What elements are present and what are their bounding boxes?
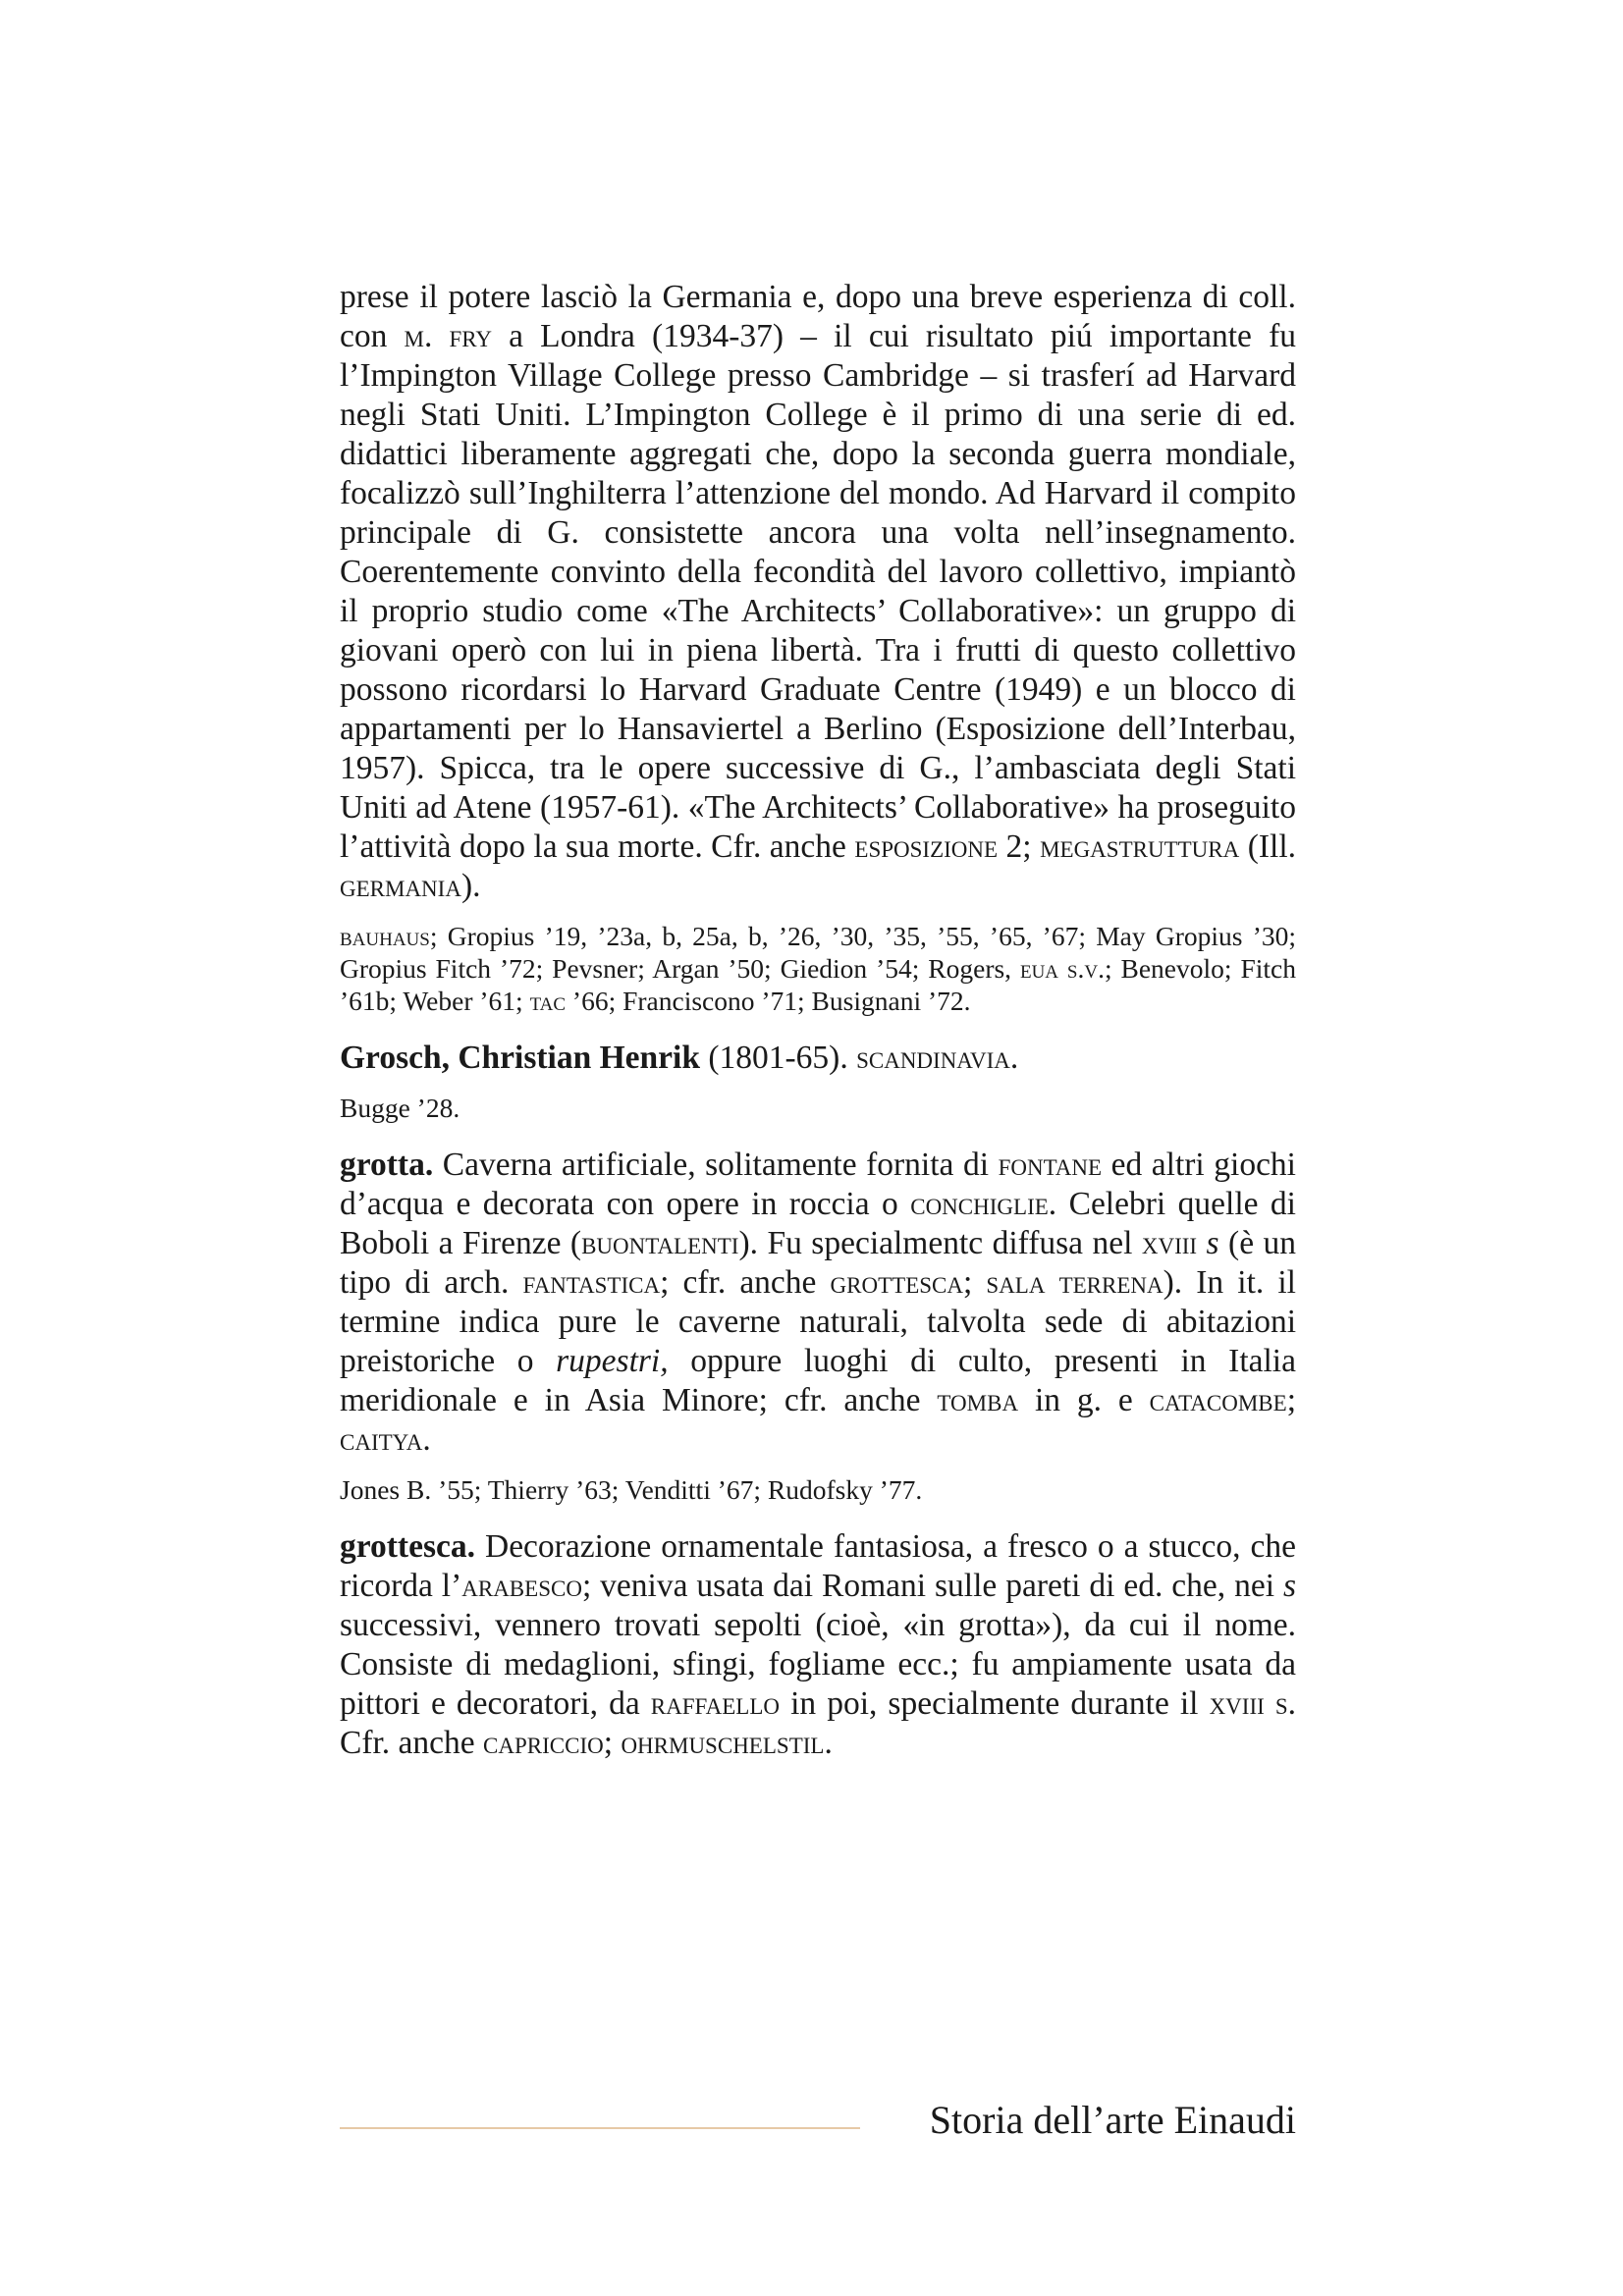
entry-text: ; — [1022, 828, 1041, 865]
cross-reference: buontalenti — [581, 1225, 739, 1261]
grotta-bibliography: Jones B. ’55; Thierry ’63; Venditti ’67; Rudofsky ’77. — [340, 1474, 923, 1505]
cross-reference: fontane — [998, 1147, 1103, 1183]
entry-text: successivi, vennero trovati sepolti (cioè, «in grotta»), da cui il nome. Consiste di medaglioni, sfingi, fogliame ecc.; fu ampiamente usata da pittori e decoratori, da — [340, 1607, 1296, 1722]
gropius-bibliography — [340, 920, 1296, 1017]
cross-reference: tomba — [937, 1382, 1019, 1418]
entry-text: (Ill. — [1239, 828, 1297, 865]
grosch-entry — [340, 1039, 1296, 1078]
entry-text — [1197, 1225, 1206, 1261]
entry-text: ). In it. il termine indica pure le caverne naturali, talvolta sede di abitazioni preistoriche o — [340, 1264, 1296, 1379]
footer-rule — [340, 2127, 860, 2129]
entry-text: . Cfr. anche — [340, 1685, 1296, 1761]
italic-abbreviation: s — [1282, 1568, 1296, 1604]
grotta-entry — [340, 1146, 1296, 1460]
entry-text: ; — [603, 1725, 622, 1761]
entry-headword: Grosch, Christian Henrik — [340, 1040, 700, 1076]
cross-reference: caitya — [340, 1421, 423, 1458]
entry-text: ed altri giochi d’acqua e decorata con opere in roccia o — [340, 1147, 1296, 1222]
entry-text: ; — [962, 1264, 987, 1301]
entry-text: (1801-65). — [699, 1040, 857, 1076]
footer-title: Storia dell’arte Einaudi — [929, 2098, 1296, 2142]
cross-reference: conchiglie — [910, 1186, 1049, 1222]
grosch-bibliography: Bugge ’28. — [340, 1093, 460, 1123]
cross-reference: m. fry — [404, 318, 492, 354]
dictionary-column — [340, 278, 1296, 1763]
entry-text: Caverna artificiale, solitamente fornita di — [433, 1147, 999, 1183]
cross-reference: ohrmuschelstil — [621, 1725, 825, 1761]
century-numeral: xviii s — [1209, 1685, 1288, 1722]
entry-text: (è un tipo di arch. — [340, 1225, 1297, 1301]
cross-reference: arabesco — [461, 1568, 582, 1604]
entry-text: prese il potere lasciò la Germania e, dopo una breve esperienza di coll. con — [340, 279, 1296, 354]
entry-text: ; — [1286, 1382, 1296, 1418]
bibliography-text: ; Gropius ’19, ’23a, b, 25a, b, ’26, ’30, ’35, ’55, ’65, ’67; May Gropius ’30; Gropius Fitch ’72; Pevsner; Argan ’50; Giedion ’54; Rogers, — [340, 921, 1296, 984]
bibliography-text: ’66; Franciscono ’71; Busignani ’72. — [566, 986, 971, 1016]
cross-reference: megastruttura — [1040, 828, 1240, 865]
cross-reference: tac — [529, 986, 567, 1016]
entry-text: . — [1009, 1040, 1019, 1076]
cross-reference: capriccio — [483, 1725, 604, 1761]
cross-reference: bauhaus — [340, 921, 430, 951]
entry-text: Decorazione ornamentale fantasiosa, a fresco o a stucco, che ricorda l’ — [340, 1528, 1296, 1604]
entry-headword: grotta. — [340, 1147, 434, 1183]
cross-reference: scandinavia — [856, 1040, 1010, 1076]
gropius-entry-continuation — [340, 278, 1296, 906]
cross-reference: raffaello — [650, 1685, 780, 1722]
entry-text: ; cfr. anche — [660, 1264, 831, 1301]
cross-reference: eua s.v. — [1019, 953, 1105, 984]
entry-text: ). — [460, 868, 481, 904]
entry-text: ). Fu specialmentc diffusa nel — [738, 1225, 1142, 1261]
cross-reference: esposizione 2 — [854, 828, 1023, 865]
italic-term: rupestri, — [556, 1343, 669, 1379]
entry-text: . Celebri quelle di Boboli a Firenze ( — [340, 1186, 1296, 1261]
entry-text: in g. e — [1018, 1382, 1150, 1418]
cross-reference: sala terrena — [986, 1264, 1163, 1301]
grottesca-entry — [340, 1527, 1296, 1763]
entry-text: . — [824, 1725, 833, 1761]
entry-text: . — [422, 1421, 431, 1458]
cross-reference: catacombe — [1149, 1382, 1287, 1418]
entry-text: oppure luoghi di culto, presenti in Italia meridionale e in Asia Minore; cfr. anche — [340, 1343, 1296, 1418]
cross-reference: grottesca — [830, 1264, 963, 1301]
entry-text: ; veniva usata dai Romani sulle pareti di ed. che, nei — [581, 1568, 1283, 1604]
italic-abbreviation: s — [1206, 1225, 1219, 1261]
century-numeral: xviii — [1141, 1225, 1198, 1261]
cross-reference: germania — [340, 868, 461, 904]
entry-text: in poi, specialmente durante il — [780, 1685, 1210, 1722]
bibliography-text: ; Benevolo; Fitch ’61b; Weber ’61; — [340, 953, 1296, 1016]
entry-text: a Londra (1934-37) – il cui risultato piú importante fu l’Impington Village College presso Cambridge – si trasferí ad Harvard negli Stati Uniti. L’Impington College è il primo di una serie di ed. didattici liberamente aggregati che, dopo la seconda guerra mondiale, focalizzò sull’Inghilterra l’attenzione del mondo. Ad Harvard il compito principale di G. consistette ancora una volta nell’insegnamento. Coerentemente convinto della fecondità del lavoro collettivo, impiantò il proprio studio come «The Architects’ Collaborative»: un gruppo di giovani operò con lui in piena libertà. Tra i frutti di questo collettivo possono ricordarsi lo Harvard Graduate Centre (1949) e un blocco di appartamenti per lo Hansaviertel a Berlino (Esposizione dell’Interbau, 1957). Spicca, tra le opere successive di G., l’ambasciata degli Stati Uniti ad Atene (1957-61). «The Architects’ Collaborative» ha proseguito l’attività dopo la sua morte. Cfr. anche — [340, 318, 1296, 865]
cross-reference: fantastica — [522, 1264, 661, 1301]
entry-headword: grottesca. — [340, 1528, 475, 1565]
